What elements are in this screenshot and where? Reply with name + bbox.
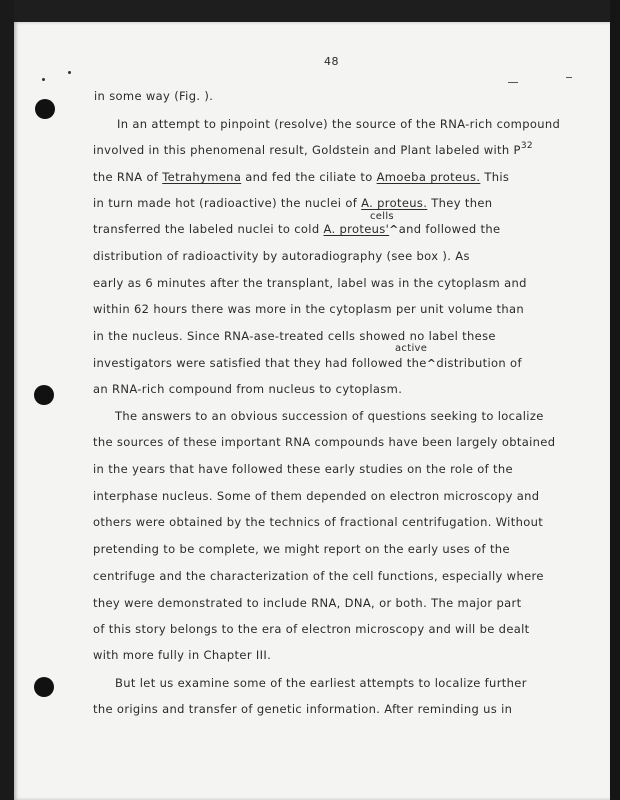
text-line	[93, 143, 533, 157]
handwritten-insertion-active: active	[395, 343, 428, 354]
text-line: early as 6 minutes after the transplant, label was in the cytoplasm and	[93, 276, 527, 290]
text-line: with more fully in Chapter III.	[93, 648, 272, 662]
text-line: distribution of radioactivity by autoradiography (see box ). As	[93, 249, 470, 263]
text-line: the sources of these important RNA compounds have been largely obtained	[93, 435, 556, 449]
superscript: 32	[520, 141, 533, 151]
text-run: They then	[427, 196, 493, 210]
text-line	[93, 170, 509, 184]
text-line: an RNA-rich compound from nucleus to cytoplasm.	[93, 382, 403, 396]
text-run: the RNA of	[93, 170, 163, 184]
text-line: in the nucleus. Since RNA-ase-treated cells showed no label these	[93, 329, 496, 343]
text-run: and fed the ciliate to	[241, 170, 377, 184]
text-line: pretending to be complete, we might report on the early uses of the	[93, 542, 510, 556]
text-line: in the years that have followed these early studies on the role of the	[93, 462, 513, 476]
scan-frame-right	[610, 0, 620, 800]
text-line: they were demonstrated to include RNA, DNA, or both. The major part	[93, 596, 522, 610]
insertion-caret: ^	[426, 357, 437, 370]
scan-frame-top	[0, 0, 620, 22]
text-line: In an attempt to pinpoint (resolve) the source of the RNA-rich compound	[117, 117, 561, 131]
text-line: others were obtained by the technics of fractional centrifugation. Without	[93, 515, 544, 529]
text-line: the origins and transfer of genetic information. After reminding us in	[93, 702, 513, 716]
text-line	[93, 222, 500, 236]
binder-hole-bottom	[34, 677, 54, 697]
handwritten-insertion-cells: cells	[370, 211, 394, 222]
text-run: in turn made hot (radioactive) the nuclei of	[93, 196, 362, 210]
scan-speck	[68, 71, 71, 74]
scan-frame-left	[0, 0, 14, 800]
text-line: The answers to an obvious succession of questions seeking to localize	[115, 409, 544, 423]
text-line: centrifuge and the characterization of the cell functions, especially where	[93, 569, 544, 583]
text-line: But let us examine some of the earliest attempts to localize further	[115, 676, 527, 690]
text-line	[93, 196, 492, 210]
text-line: of this story belongs to the era of electron microscopy and will be dealt	[93, 622, 530, 636]
text-line: interphase nucleus. Some of them depended on electron microscopy and	[93, 489, 540, 503]
text-line	[93, 356, 522, 370]
text-run: This	[480, 170, 510, 184]
text-run: distribution of	[436, 356, 522, 370]
underlined-term: A. proteus'	[323, 222, 390, 236]
text-line: in some way (Fig. ).	[94, 89, 214, 103]
underlined-term: A. proteus.	[361, 196, 428, 210]
text-run: involved in this phenomenal result, Goldstein and Plant labeled with P	[93, 143, 521, 157]
text-run: investigators were satisfied that they had followed the	[93, 356, 427, 370]
page-number: 48	[324, 55, 339, 68]
underlined-term: Tetrahymena	[162, 170, 242, 184]
text-line: within 62 hours there was more in the cytoplasm per unit volume than	[93, 302, 525, 316]
scan-mark	[566, 77, 572, 78]
scan-speck	[42, 78, 45, 81]
binder-hole-top	[35, 99, 55, 119]
text-run: and followed the	[398, 222, 501, 236]
scan-mark	[508, 82, 518, 83]
insertion-caret: ^	[389, 223, 399, 236]
text-run: transferred the labeled nuclei to cold	[93, 222, 324, 236]
underlined-term: Amoeba proteus.	[376, 170, 481, 184]
binder-hole-middle	[34, 385, 54, 405]
